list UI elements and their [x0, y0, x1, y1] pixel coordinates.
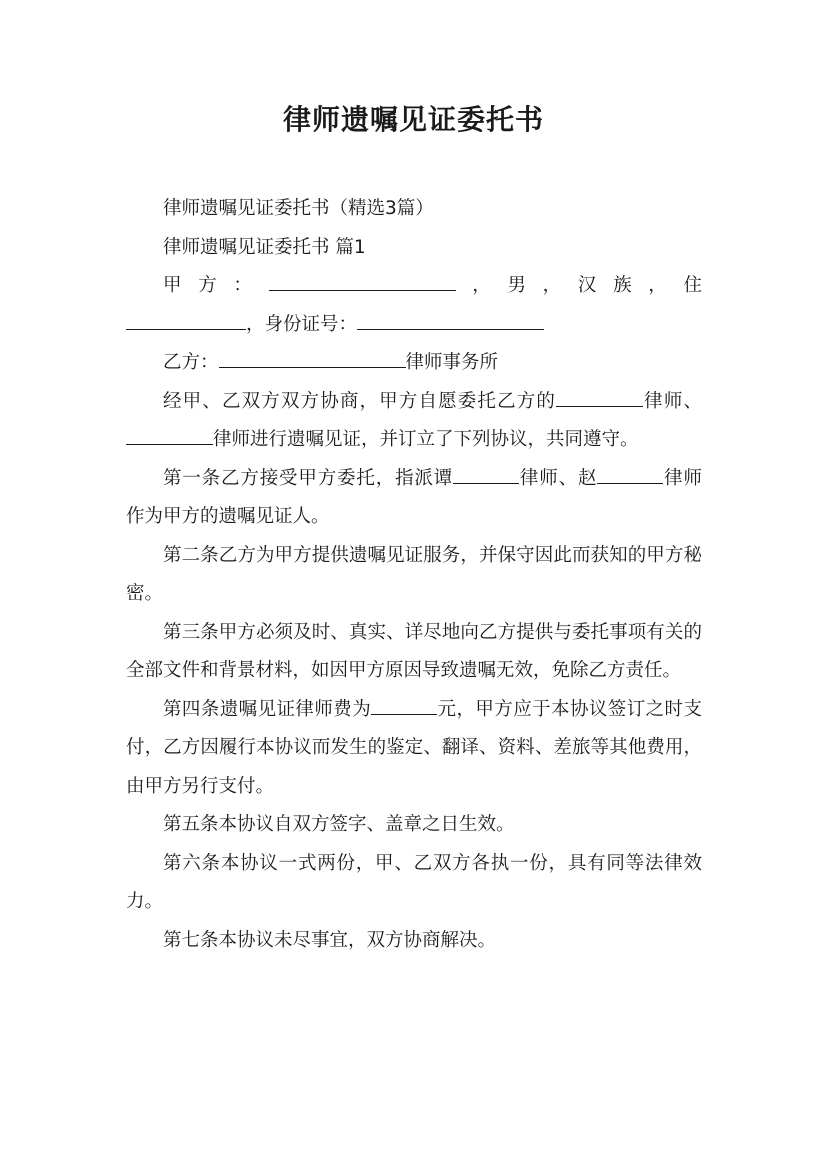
lawyer-blank-2	[126, 425, 213, 445]
article-3: 第三条甲方必须及时、真实、详尽地向乙方提供与委托事项有关的全部文件和背景材料，如因甲方原因导致遗嘱无效，免除乙方责任。	[126, 621, 702, 681]
witness-blank-2	[597, 463, 663, 483]
intro-text-3: 律师进行遗嘱见证，并订立了下列协议，共同遵守。	[213, 429, 639, 450]
intro-paragraph	[126, 383, 702, 460]
lawyer-blank-1	[556, 386, 643, 406]
party-a-id-blank	[357, 309, 544, 329]
party-b-label: 乙方：	[163, 352, 219, 373]
article-1-text-3: 律师作为甲方的遗嘱见证人。	[126, 467, 702, 527]
article-5: 第五条本协议自双方签字、盖章之日生效。	[163, 814, 515, 835]
party-a-details: ，男，汉族，住	[455, 275, 702, 296]
party-a-label: 甲方：	[163, 275, 269, 296]
article-6: 第六条本协议一式两份，甲、乙双方各执一份，具有同等法律效力。	[126, 852, 702, 912]
article-4-text-1: 第四条遗嘱见证律师费为	[163, 698, 372, 720]
intro-text-1: 经甲、乙双方双方协商，甲方自愿委托乙方的	[163, 390, 557, 412]
article-1-text-2: 律师、赵	[519, 467, 598, 489]
article-1	[126, 460, 702, 537]
intro-text-2: 律师、	[643, 390, 702, 412]
party-a-id-label: ，身份证号：	[246, 313, 358, 335]
document-body	[126, 190, 702, 960]
fee-blank	[371, 694, 437, 714]
document-title: 律师遗嘱见证委托书	[282, 103, 544, 136]
party-a-name-blank	[269, 271, 456, 291]
section-heading: 律师遗嘱见证委托书 篇1	[163, 236, 366, 258]
witness-blank-1	[453, 463, 519, 483]
article-4	[126, 691, 702, 807]
article-4-text-2: 元，甲方应于本协议签订之时支付，乙方因履行本协议而发生的鉴定、翻译、资料、差旅等其他费用，由甲方另行支付。	[126, 698, 702, 797]
party-b-suffix: 律师事务所	[405, 352, 499, 373]
article-7: 第七条本协议未尽事宜，双方协商解决。	[163, 929, 497, 951]
subtitle: 律师遗嘱见证委托书（精选3篇）	[163, 198, 434, 219]
party-a-address-blank	[126, 309, 246, 329]
party-a-line	[126, 267, 702, 306]
party-b-line	[126, 344, 702, 383]
party-b-name-blank	[219, 348, 406, 368]
party-a-id-line	[126, 306, 702, 345]
article-1-text-1: 第一条乙方接受甲方委托，指派谭	[163, 467, 454, 489]
article-2: 第二条乙方为甲方提供遗嘱见证服务，并保守因此而获知的甲方秘密。	[126, 544, 702, 604]
